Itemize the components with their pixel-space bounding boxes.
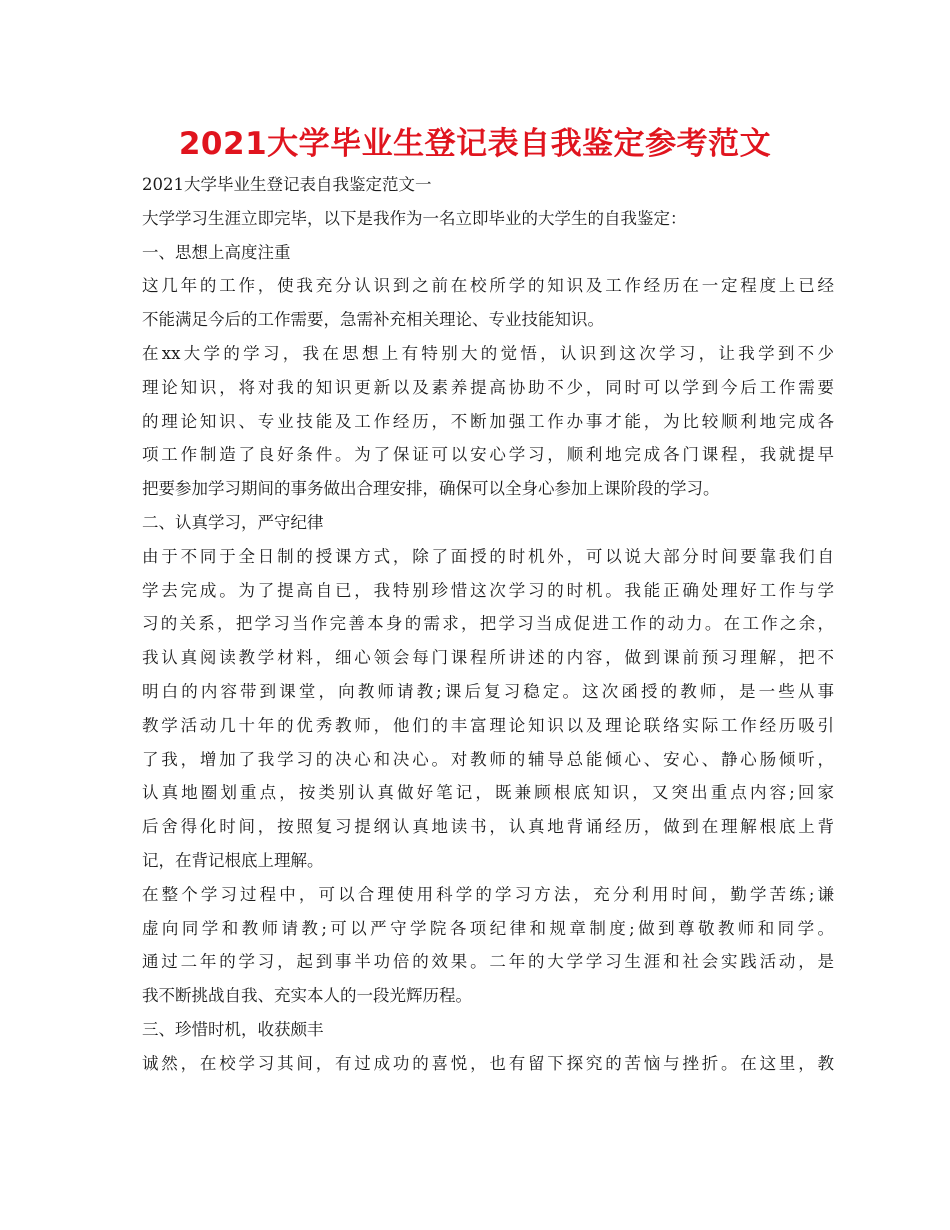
text-line: 明白的内容带到课堂，向教师请教;课后复习稳定。这次函授的教师，是一些从事 (142, 681, 834, 701)
document-title: 2021大学毕业生登记表自我鉴定参考范文 (178, 126, 772, 162)
text-line: 理论知识，将对我的知识更新以及素养提高协助不少，同时可以学到今后工作需要 (142, 377, 834, 397)
text-line: 认真地圈划重点，按类别认真做好笔记，既兼顾根底知识，又突出重点内容;回家 (142, 783, 834, 803)
text-line: 我认真阅读教学材料，细心领会每门课程所讲述的内容，做到课前预习理解，把不 (142, 648, 834, 668)
paragraph (142, 540, 834, 878)
paragraph (142, 202, 834, 236)
paragraph (142, 269, 834, 337)
text-line: 我不断挑战自我、充实本人的一段光辉历程。 (142, 986, 472, 1006)
text-line: 后舍得化时间，按照复习提纲认真地读书，认真地背诵经历，做到在理解根底上背 (142, 817, 834, 837)
text-line: 在整个学习过程中，可以合理使用科学的学习方法，充分利用时间，勤学苦练;谦 (142, 884, 834, 904)
text-line: 在xx大学的学习，我在思想上有特别大的觉悟，认识到这次学习，让我学到不少 (142, 343, 834, 363)
text-line-subtitle (142, 168, 834, 202)
text-line: 的理论知识、专业技能及工作经历，不断加强工作办事才能，为比较顺利地完成各 (142, 411, 834, 431)
text-line: 记，在背记根底上理解。 (142, 850, 324, 870)
text-line: 项工作制造了良好条件。为了保证可以安心学习，顺利地完成各门课程，我就提早 (142, 445, 834, 465)
paragraph (142, 337, 834, 506)
text-line: 学去完成。为了提高自已，我特别珍惜这次学习的时机。我能正确处理好工作与学 (142, 580, 834, 600)
text-line: 了我，增加了我学习的决心和决心。对教师的辅导总能倾心、安心、静心肠倾听， (142, 749, 834, 769)
text-line: 一、思想上高度注重 (142, 242, 291, 262)
text-line: 二、认真学习，严守纪律 (142, 512, 324, 532)
text-line: 三、珍惜时机，收获颇丰 (142, 1019, 324, 1039)
text-line: 虚向同学和教师请教;可以严守学院各项纪律和规章制度;做到尊敬教师和同学。 (142, 918, 834, 938)
text-line: 习的关系，把学习当作完善本身的需求，把学习当成促进工作的动力。在工作之余， (142, 614, 834, 634)
text-line: 通过二年的学习，起到事半功倍的效果。二年的大学学习生涯和社会实践活动，是 (142, 952, 834, 972)
text-line: 大学学习生涯立即完毕，以下是我作为一名立即毕业的大学生的自我鉴定： (142, 208, 687, 228)
text-line: 2021大学毕业生登记表自我鉴定范文一 (142, 175, 432, 194)
document-body (142, 168, 834, 1081)
paragraph (142, 878, 834, 1013)
text-line: 诚然，在校学习其间，有过成功的喜悦，也有留下探究的苦恼与挫折。在这里，教 (142, 1053, 834, 1073)
section-heading (142, 506, 834, 540)
text-line: 由于不同于全日制的授课方式，除了面授的时机外，可以说大部分时间要靠我们自 (142, 546, 834, 566)
paragraph (142, 1047, 834, 1081)
text-line: 不能满足今后的工作需要，急需补充相关理论、专业技能知识。 (142, 310, 604, 330)
section-heading (142, 1013, 834, 1047)
text-line: 教学活动几十年的优秀教师，他们的丰富理论知识以及理论联络实际工作经历吸引 (142, 715, 834, 735)
text-line: 把要参加学习期间的事务做出合理安排，确保可以全身心参加上课阶段的学习。 (142, 479, 720, 499)
section-heading (142, 236, 834, 270)
text-line: 这几年的工作，使我充分认识到之前在校所学的知识及工作经历在一定程度上已经 (142, 276, 834, 296)
